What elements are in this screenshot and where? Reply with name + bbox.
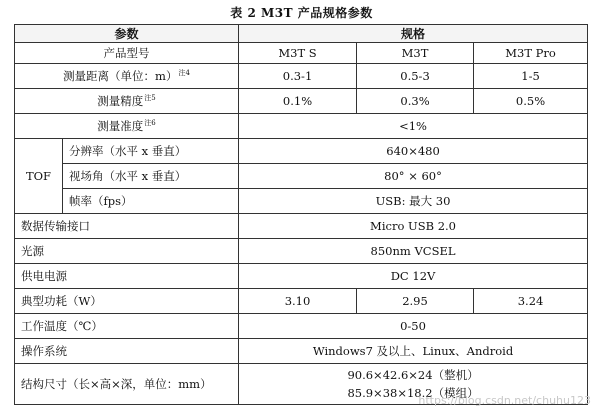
header-spec: 规格 [239, 25, 588, 43]
cell-power-std: 2.95 [357, 289, 474, 314]
cell-precision-pro: 0.5% [474, 89, 588, 114]
row-label-resolution: 分辨率（水平 x 垂直） [63, 139, 239, 164]
row-label-os: 操作系统 [15, 339, 239, 364]
footnote-4: 注4 [178, 69, 190, 78]
cell-accuracy: <1% [239, 114, 588, 139]
table-row-tof-framerate [15, 189, 588, 214]
dimensions-full: 90.6×42.6×24（整机） [347, 368, 479, 382]
cell-fov: 80° × 60° [239, 164, 588, 189]
table-row-power-consumption [15, 289, 588, 314]
cell-resolution: 640×480 [239, 139, 588, 164]
cell-os: Windows7 及以上、Linux、Android [239, 339, 588, 364]
cell-power-pro: 3.24 [474, 289, 588, 314]
table-row-precision [15, 89, 588, 114]
table-row-interface [15, 214, 588, 239]
table-row-distance [15, 64, 588, 89]
row-label-power-supply: 供电电源 [15, 264, 239, 289]
cell-precision-std: 0.3% [357, 89, 474, 114]
table-row-tof-fov [15, 164, 588, 189]
table-header-row [15, 25, 588, 43]
cell-distance-pro: 1-5 [474, 64, 588, 89]
cell-model-std: M3T [357, 43, 474, 64]
table-row-os [15, 339, 588, 364]
row-label-dimensions: 结构尺寸（长×高×深，单位：mm） [15, 364, 239, 405]
cell-distance-std: 0.5-3 [357, 64, 474, 89]
row-label-model: 产品型号 [15, 43, 239, 64]
cell-framerate: USB: 最大 30 [239, 189, 588, 214]
row-label-power-consumption: 典型功耗（W） [15, 289, 239, 314]
row-label-fov: 视场角（水平 x 垂直） [63, 164, 239, 189]
row-label-light-source: 光源 [15, 239, 239, 264]
spec-table [14, 24, 588, 405]
cell-model-s: M3T S [239, 43, 357, 64]
header-param: 参数 [15, 25, 239, 43]
cell-power-s: 3.10 [239, 289, 357, 314]
row-label-temperature: 工作温度（℃） [15, 314, 239, 339]
table-caption: 表 2 M3T 产品规格参数 [230, 6, 373, 20]
tof-group-label: TOF [15, 139, 63, 214]
watermark: https://blog.csdn.net/chuhu123 [418, 394, 591, 407]
cell-power-supply: DC 12V [239, 264, 588, 289]
cell-precision-s: 0.1% [239, 89, 357, 114]
row-label-interface: 数据传输接口 [15, 214, 239, 239]
footnote-5: 注5 [144, 94, 156, 103]
row-label-precision: 测量精度$^{注5}$ [15, 89, 239, 114]
dimensions-module: 85.9×38×18.2（模组） [347, 386, 479, 400]
table-row-temperature [15, 314, 588, 339]
cell-temperature: 0-50 [239, 314, 588, 339]
cell-light-source: 850nm VCSEL [239, 239, 588, 264]
row-label-framerate: 帧率（fps） [63, 189, 239, 214]
row-label-distance: 测量距离（单位：m）$^{注4}$ [15, 64, 239, 89]
footnote-6: 注6 [144, 119, 156, 128]
cell-model-pro: M3T Pro [474, 43, 588, 64]
cell-interface: Micro USB 2.0 [239, 214, 588, 239]
table-row-accuracy [15, 114, 588, 139]
cell-distance-s: 0.3-1 [239, 64, 357, 89]
table-row-power-supply [15, 264, 588, 289]
row-label-accuracy: 测量准度$^{注6}$ [15, 114, 239, 139]
table-row-light-source [15, 239, 588, 264]
table-row-tof-resolution [15, 139, 588, 164]
table-row-model [15, 43, 588, 64]
